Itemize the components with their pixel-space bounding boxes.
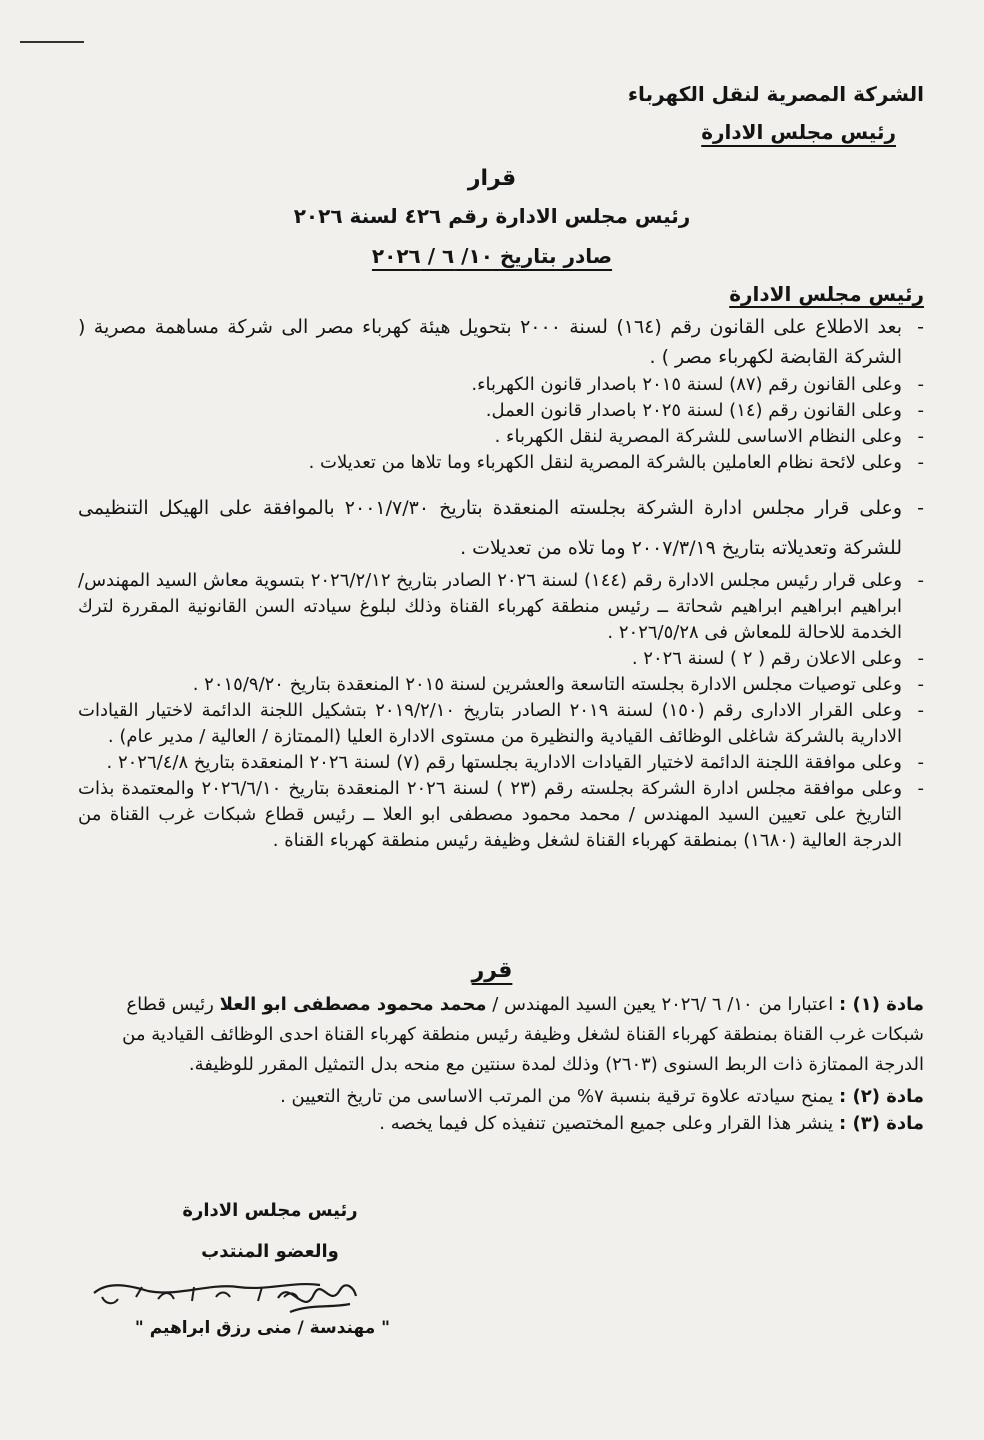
article-text: اعتبارا من ١٠/ ٦ /٢٠٢٦ يعين السيد المهندس / xyxy=(486,994,834,1015)
premise-item: - وعلى توصيات مجلس الادارة بجلسته التاسعة والعشرين لسنة ٢٠١٥ المنعقدة بتاريخ ٢٠١٥/٩/٢٠ . xyxy=(78,672,928,698)
articles xyxy=(94,990,924,1134)
article-label: مادة (٢) : xyxy=(839,1086,924,1107)
article-text: رئيس قطاع شبكات غرب القناة بمنطقة كهرباء القناة لشغل وظيفة رئيس منطقة كهرباء القناة احدى الوظائف القيادية من الدرجة الممتازة ذات الربط السنوى (٢٦٠٣) وذلك لمدة سنتين مع منحه بدل التمثيل المقرر للوظيفة. xyxy=(122,994,924,1075)
appointee-name: محمد محمود مصطفى ابو العلا xyxy=(219,994,487,1015)
premise-item: - وعلى موافقة اللجنة الدائمة لاختيار القيادات الادارية بجلستها رقم (٧) لسنة ٢٠٢٦ المنعقدة بتاريخ ٢٠٢٦/٤/٨ . xyxy=(78,750,928,776)
article-3 xyxy=(94,1113,924,1134)
premises-list xyxy=(78,312,928,854)
corner-pen-mark xyxy=(18,36,88,48)
issuer-intro: رئيس مجلس الادارة xyxy=(729,282,924,306)
decision-heading: قرار xyxy=(467,166,517,191)
premise-item: - وعلى لائحة نظام العاملين بالشركة المصرية لنقل الكهرباء وما تلاها من تعديلات . xyxy=(78,450,928,476)
article-2 xyxy=(94,1086,924,1107)
letterhead xyxy=(628,82,924,144)
premise-item: - وعلى الاعلان رقم ( ٢ ) لسنة ٢٠٢٦ . xyxy=(78,646,928,672)
company-name: الشركة المصرية لنقل الكهرباء xyxy=(627,82,924,106)
premise-item: - وعلى القانون رقم (١٤) لسنة ٢٠٢٥ باصدار قانون العمل. xyxy=(78,398,928,424)
signatory-title-line1: رئيس مجلس الادارة xyxy=(182,1200,358,1221)
signatory-title-line2: والعضو المنتدب xyxy=(201,1241,339,1262)
premise-item: - بعد الاطلاع على القانون رقم (١٦٤) لسنة ٢٠٠٠ بتحويل هيئة كهرباء مصر الى شركة مساهمة مصرية ( الشركة القابضة لكهرباء مصر ) . xyxy=(78,312,928,372)
decision-number: رئيس مجلس الادارة رقم ٤٢٦ لسنة ٢٠٢٦ xyxy=(293,204,691,228)
article-text: ينشر هذا القرار وعلى جميع المختصين تنفيذه كل فيما يخصه . xyxy=(379,1113,834,1134)
signer-name: " مهندسة / منى رزق ابراهيم " xyxy=(134,1318,390,1338)
article-label: مادة (٣) : xyxy=(839,1113,924,1134)
article-1 xyxy=(94,990,924,1080)
premise-item: - وعلى قرار رئيس مجلس الادارة رقم (١٤٤) لسنة ٢٠٢٦ الصادر بتاريخ ٢٠٢٦/٢/١٢ بتسوية معاش السيد المهندس/ ابراهيم ابراهيم ابراهيم شحاتة ــ رئيس منطقة كهرباء القناة وذلك لبلوغ سيادته السن القانونية المقررة لترك الخدمة للاحالة للمعاش فى ٢٠٢٦/٥/٢٨ . xyxy=(78,568,928,646)
premise-item: - وعلى القانون رقم (٨٧) لسنة ٢٠١٥ باصدار قانون الكهرباء. xyxy=(78,372,928,398)
article-label: مادة (١) : xyxy=(839,994,924,1015)
premise-item: - وعلى قرار مجلس ادارة الشركة بجلسته المنعقدة بتاريخ ٢٠٠١/٧/٣٠ بالموافقة على الهيكل التنظيمى للشركة وتعديلاته بتاريخ ٢٠٠٧/٣/١٩ وما تلاه من تعديلات . xyxy=(78,488,928,568)
signatory-title xyxy=(170,1200,370,1262)
premise-item: - وعلى القرار الادارى رقم (١٥٠) لسنة ٢٠١٩ الصادر بتاريخ ٢٠١٩/٢/١٠ بتشكيل اللجنة الدائمة لاختيار القيادات الادارية بالشركة شاغلى الوظائف القيادية والنظيرة من مستوى الادارة العليا (الممتازة / العالية / مدير عام) . xyxy=(78,698,928,750)
premise-item: - وعلى موافقة مجلس ادارة الشركة بجلسته رقم (٢٣ ) لسنة ٢٠٢٦ المنعقدة بتاريخ ٢٠٢٦/٦/١٠ والمعتمدة بذات التاريخ على تعيين السيد المهندس / محمد محمود مصطفى ابو العلا ــ رئيس قطاع شبكات غرب القناة من الدرجة العالية (١٦٨٠) بمنطقة كهرباء القناة لشغل وظيفة رئيس منطقة كهرباء القناة . xyxy=(78,776,928,854)
premise-item: - وعلى النظام الاساسى للشركة المصرية لنقل الكهرباء . xyxy=(78,424,928,450)
issue-date: صادر بتاريخ ١٠/ ٦ / ٢٠٢٦ xyxy=(371,244,613,268)
article-text: يمنح سيادته علاوة ترقية بنسبة ٧% من المرتب الاساسى من تاريخ التعيين . xyxy=(280,1086,834,1107)
decides-heading: قرر xyxy=(471,958,513,983)
letterhead-chairman: رئيس مجلس الادارة xyxy=(701,120,896,144)
